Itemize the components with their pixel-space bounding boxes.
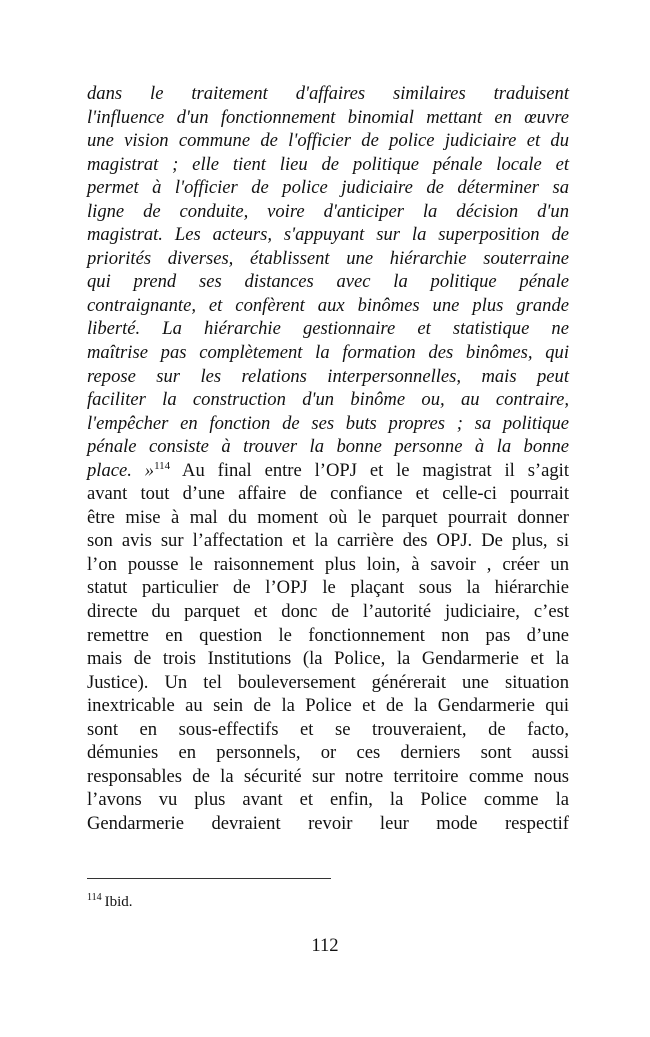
text-line: statut particulier de l’OPJ le plaçant sous la hiérarchie bbox=[87, 577, 569, 599]
text-line: responsables de la sécurité sur notre territoire comme nous bbox=[87, 765, 569, 787]
footnote-reference: 114 bbox=[154, 459, 171, 472]
body-paragraph bbox=[87, 82, 569, 836]
text-line: mais de trois Institutions (la Police, la Gendarmerie et la bbox=[87, 648, 569, 670]
text-line: permet à l'officier de police judiciaire de déterminer sa bbox=[87, 177, 569, 199]
text-line: inextricable au sein de la Police et de la Gendarmerie qui bbox=[87, 695, 569, 717]
text-line: l’on pousse le raisonnement plus loin, à savoir , créer un bbox=[87, 553, 569, 575]
text-line: faciliter la construction d'un binôme ou, au contraire, bbox=[87, 389, 569, 411]
footnote-separator bbox=[87, 878, 331, 879]
text-line-quote-end bbox=[87, 459, 569, 483]
text-line: l'influence d'un fonctionnement binomial mettant en œuvre bbox=[87, 106, 569, 128]
footnote-number: 114 bbox=[87, 892, 102, 903]
page-number: 112 bbox=[311, 935, 339, 956]
text-line: remettre en question le fonctionnement non pas d’une bbox=[87, 624, 569, 646]
text-line: priorités diverses, établissent une hiérarchie souterraine bbox=[87, 247, 569, 269]
text-line: dans le traitement d'affaires similaires traduisent bbox=[87, 83, 569, 104]
text-line: Gendarmerie devraient revoir leur mode respectif bbox=[87, 812, 569, 834]
quote-closing: place. » bbox=[87, 459, 155, 481]
page-body bbox=[87, 82, 569, 836]
text-line: maîtrise pas complètement la formation des binômes, qui bbox=[87, 342, 569, 364]
text-line: une vision commune de l'officier de police judiciaire et du bbox=[87, 130, 569, 152]
text-line: être mise à mal du moment où le parquet pourrait donner bbox=[87, 506, 569, 528]
text-line: magistrat. Les acteurs, s'appuyant sur la superposition de bbox=[87, 224, 569, 246]
text-line: pénale consiste à trouver la bonne personne à la bonne bbox=[87, 436, 569, 458]
text-line: magistrat ; elle tient lieu de politique pénale locale et bbox=[87, 153, 569, 175]
text-line: l'empêcher en fonction de ses buts propres ; sa politique bbox=[87, 412, 569, 434]
text-line: contraignante, et confèrent aux binômes une plus grande bbox=[87, 294, 569, 316]
text-line: Justice). Un tel bouleversement générerait une situation bbox=[87, 671, 569, 693]
text-line: démunies en personnels, or ces derniers sont aussi bbox=[87, 742, 569, 764]
text-line: avant tout d’une affaire de confiance et celle-ci pourrait bbox=[87, 483, 569, 505]
footnote-text: Ibid. bbox=[104, 894, 133, 910]
footnote bbox=[87, 893, 133, 911]
text-line: repose sur les relations interpersonnelles, mais peut bbox=[87, 365, 569, 387]
text-line: liberté. La hiérarchie gestionnaire et statistique ne bbox=[87, 318, 569, 340]
text-line: sont en sous-effectifs et se trouveraient, de facto, bbox=[87, 718, 569, 740]
text-line: l’avons vu plus avant et enfin, la Police comme la bbox=[87, 789, 569, 811]
text-line: qui prend ses distances avec la politique pénale bbox=[87, 271, 569, 293]
text-line: son avis sur l’affectation et la carrière des OPJ. De plus, si bbox=[87, 530, 569, 552]
text-line: directe du parquet et donc de l’autorité judiciaire, c’est bbox=[87, 601, 569, 623]
text-line: ligne de conduite, voire d'anticiper la décision d'un bbox=[87, 200, 569, 222]
text-segment: Au final entre l’OPJ et le magistrat il s’agit bbox=[170, 459, 569, 481]
